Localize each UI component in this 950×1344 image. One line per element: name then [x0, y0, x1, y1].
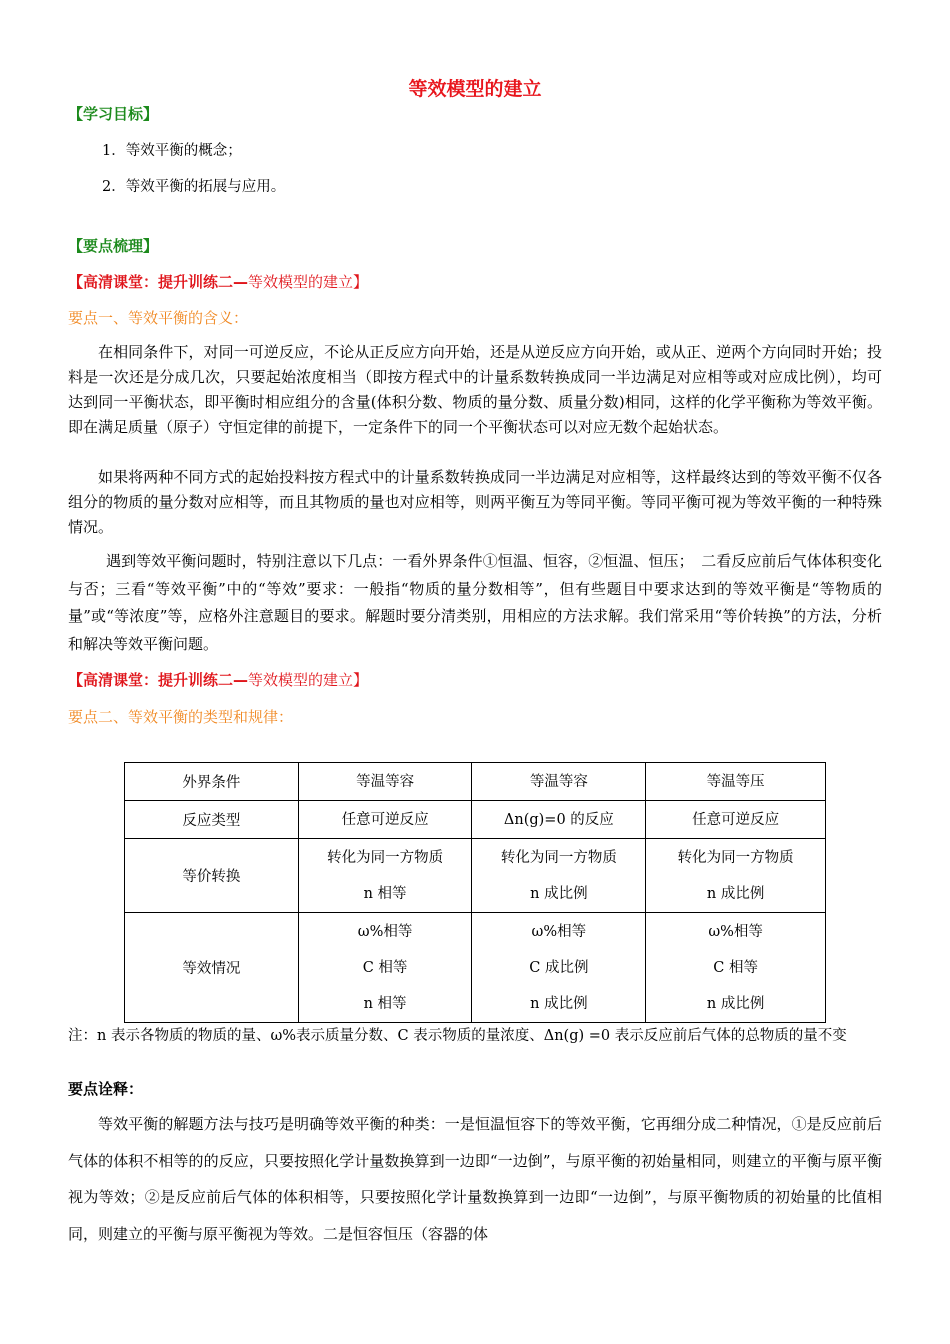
table-cell: [646, 839, 826, 913]
page-title: 等效模型的建立: [408, 78, 542, 100]
equivalence-table: [124, 762, 826, 1023]
key-points-heading: 【要点梳理】: [68, 237, 159, 255]
cell-line: n 相等: [363, 995, 407, 1012]
row-label: 外界条件: [125, 763, 299, 801]
row-label: 反应类型: [125, 801, 299, 839]
cell-line: C 相等: [713, 959, 758, 976]
cell-line: n 相等: [363, 885, 407, 902]
hd-class-link-2-bold: 【高清课堂：提升训练二—: [68, 671, 249, 689]
table-cell: [472, 839, 646, 913]
cell-line: 等温等容: [529, 773, 588, 790]
table-cell: [472, 801, 646, 839]
table-cell: [298, 913, 472, 1023]
hd-class-link-1-bold: 【高清课堂：提升训练二—: [68, 273, 249, 291]
explanation-heading: 要点诠释：: [68, 1080, 144, 1098]
cell-line: C 成比例: [529, 959, 589, 976]
goal-item-2: 2．等效平衡的拓展与应用。: [102, 179, 286, 195]
table-cell: [298, 839, 472, 913]
table-cell: [472, 913, 646, 1023]
hd-class-link-2-rest: 等效模型的建立】: [248, 671, 369, 689]
paragraph-3: 遇到等效平衡问题时，特别注意以下几点：一看外界条件①恒温、恒容，②恒温、恒压； 二看反应前后气体体积变化与否；三看“等效平衡”中的“等效”要求：一般指“物质的量分数相等”，但有些题目中要求达到的等效平衡是“等物质的量”或“等浓度”等，应格外注意题目的要求。解题时要分清类别，用相应的方法求解。我们常采用“等价转换”的方法，分析和解决等效平衡问题。: [68, 552, 882, 653]
paragraph-2: 如果将两种不同方式的起始投料按方程式中的计量系数转换成同一半边满足对应相等，这样最终达到的等效平衡不仅各组分的物质的量分数对应相等，而且其物质的量也对应相等，则两平衡互为等同平衡。等同平衡可视为等效平衡的一种特殊情况。: [68, 468, 882, 536]
explanation-paragraph: 等效平衡的解题方法与技巧是明确等效平衡的种类：一是恒温恒容下的等效平衡，它再细分成二种情况，①是反应前后气体的体积不相等的的反应，只要按照化学计量数换算到一边即“一边倒”，与原平衡的初始量相同，则建立的平衡与原平衡视为等效；②是反应前后气体的体积相等，只要按照化学计量数换算到一边即“一边倒”，与原平衡物质的初始量的比值相同，则建立的平衡与原平衡视为等效。二是恒容恒压（容器的体: [68, 1115, 882, 1243]
hd-class-link-1[interactable]: [68, 271, 368, 292]
table-cell: [646, 801, 826, 839]
cell-line: ω%相等: [357, 923, 413, 940]
row-label: 等价转换: [125, 839, 299, 913]
table-row: [125, 763, 826, 801]
hd-class-link-2[interactable]: [68, 669, 368, 690]
cell-line: Δn(g)=0 的反应: [503, 811, 614, 828]
table-cell: [298, 763, 472, 801]
cell-line: 转化为同一方物质: [677, 849, 794, 866]
cell-line: n 成比例: [706, 995, 765, 1012]
hd-class-link-1-rest: 等效模型的建立】: [248, 273, 369, 291]
cell-line: 转化为同一方物质: [500, 849, 617, 866]
table-row: [125, 801, 826, 839]
cell-line: 等温等压: [706, 773, 765, 790]
table-cell: [472, 763, 646, 801]
paragraph-1: 在相同条件下，对同一可逆反应，不论从正反应方向开始，还是从逆反应方向开始，或从正、逆两个方向同时开始；投料是一次还是分成几次，只要起始浓度相当（即按方程式中的计量系数转换成同一半边满足对应相等或对应成比例），均可达到同一平衡状态，即平衡时相应组分的含量(体积分数、物质的量分数、质量分数)相同，这样的化学平衡称为等效平衡。即在满足质量（原子）守恒定律的前提下，一定条件下的同一个平衡状态可以对应无数个起始状态。: [68, 343, 882, 436]
point-1-title: 要点一、等效平衡的含义：: [68, 309, 249, 327]
cell-line: 转化为同一方物质: [327, 849, 444, 866]
cell-line: 任意可逆反应: [692, 811, 780, 828]
table-cell: [646, 913, 826, 1023]
learning-goals-heading: 【学习目标】: [68, 105, 159, 123]
row-label: 等效情况: [125, 913, 299, 1023]
cell-line: n 成比例: [530, 885, 588, 902]
cell-line: n 成比例: [530, 995, 588, 1012]
table-cell: [646, 763, 826, 801]
goal-item-1: 1．等效平衡的概念；: [102, 143, 242, 159]
point-2-title: 要点二、等效平衡的类型和规律：: [68, 708, 294, 726]
table-note: 注：n 表示各物质的物质的量、ω%表示质量分数、C 表示物质的量浓度、Δn(g) =0 表示反应前后气体的总物质的量不变: [68, 1028, 847, 1044]
cell-line: 任意可逆反应: [341, 811, 429, 828]
cell-line: 等温等容: [356, 773, 415, 790]
table-row: [125, 839, 826, 913]
cell-line: C 相等: [362, 959, 408, 976]
cell-line: ω%相等: [708, 923, 763, 940]
table-cell: [298, 801, 472, 839]
cell-line: ω%相等: [531, 923, 587, 940]
cell-line: n 成比例: [706, 885, 765, 902]
table-row: [125, 913, 826, 1023]
